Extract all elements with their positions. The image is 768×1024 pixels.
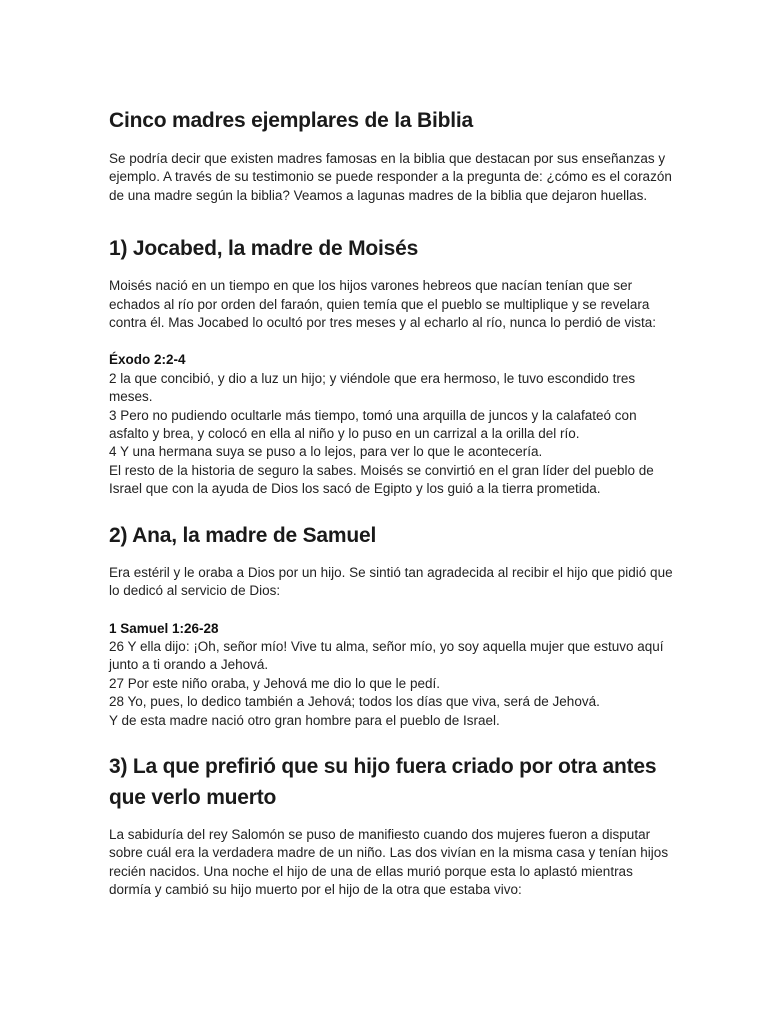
verse-line: 2 la que concibió, y dio a luz un hijo; y viéndole que era hermoso, le tuvo escondido tres meses. [109, 370, 636, 405]
document-title: Cinco madres ejemplares de la Biblia [109, 109, 473, 132]
document-page [109, 108, 674, 900]
verse-line: 3 Pero no pudiendo ocultarle más tiempo, tomó una arquilla de juncos y la calafateó con asfalto y brea, y colocó en ella al niño y lo puso en un carrizal a la orilla del río. [109, 407, 637, 442]
scripture-block-ana [109, 620, 674, 730]
section-paragraph-salomon: La sabiduría del rey Salomón se puso de manifiesto cuando dos mujeres fueron a disputar sobre cuál era la verdadera madre de un niño. Las dos vivían en la misma casa y tenían hijos recién nacidos. Una noche el hijo de una de ellas murió porque esta lo aplastó mientras dormía y cambió su hijo muerto por el hijo de la otra que estaba vivo: [109, 826, 669, 898]
scripture-reference: Éxodo 2:2-4 [109, 352, 186, 368]
scripture-reference: 1 Samuel 1:26-28 [109, 620, 219, 636]
verse-line: 28 Yo, pues, lo dedico también a Jehová; todos los días que viva, será de Jehová. [109, 694, 600, 710]
verse-line: 26 Y ella dijo: ¡Oh, señor mío! Vive tu alma, señor mío, yo soy aquella mujer que estuvo aquí junto a ti orando a Jehová. [109, 638, 664, 673]
verse-line: Y de esta madre nació otro gran hombre para el pueblo de Israel. [109, 712, 500, 728]
section-heading-ana: 2) Ana, la madre de Samuel [109, 523, 377, 547]
intro-paragraph: Se podría decir que existen madres famosas en la biblia que destacan por sus enseñanzas y ejemplo. A través de su testimonio se puede responder a la pregunta de: ¿cómo es el corazón de una madre según la biblia? Veamos a lagunas madres de la biblia que dejaron huellas. [109, 151, 672, 203]
section-paragraph-jocabed: Moisés nació en un tiempo en que los hijos varones hebreos que nacían tenían que ser echados al río por orden del faraón, quien temía que el pueblo se multiplique y se revelara contra él. Mas Jocabed lo ocultó por tres meses y al echarlo al río, nunca lo perdió de vista: [109, 278, 657, 331]
scripture-block-jocabed [109, 351, 674, 498]
section-heading-jocabed: 1) Jocabed, la madre de Moisés [109, 237, 419, 261]
verse-line: 27 Por este niño oraba, y Jehová me dio lo que le pedí. [109, 675, 440, 691]
section-heading-salomon: 3) La que prefirió que su hijo fuera criado por otra antes que verlo muerto [109, 754, 657, 809]
verse-line: El resto de la historia de seguro la sabes. Moisés se convirtió en el gran líder del pueblo de Israel que con la ayuda de Dios los sacó de Egipto y los guió a la tierra prometida. [109, 462, 654, 497]
section-paragraph-ana: Era estéril y le oraba a Dios por un hijo. Se sintió tan agradecida al recibir el hijo que pidió que lo dedicó al servicio de Dios: [109, 564, 673, 599]
verse-line: 4 Y una hermana suya se puso a lo lejos, para ver lo que le acontecería. [109, 444, 543, 460]
